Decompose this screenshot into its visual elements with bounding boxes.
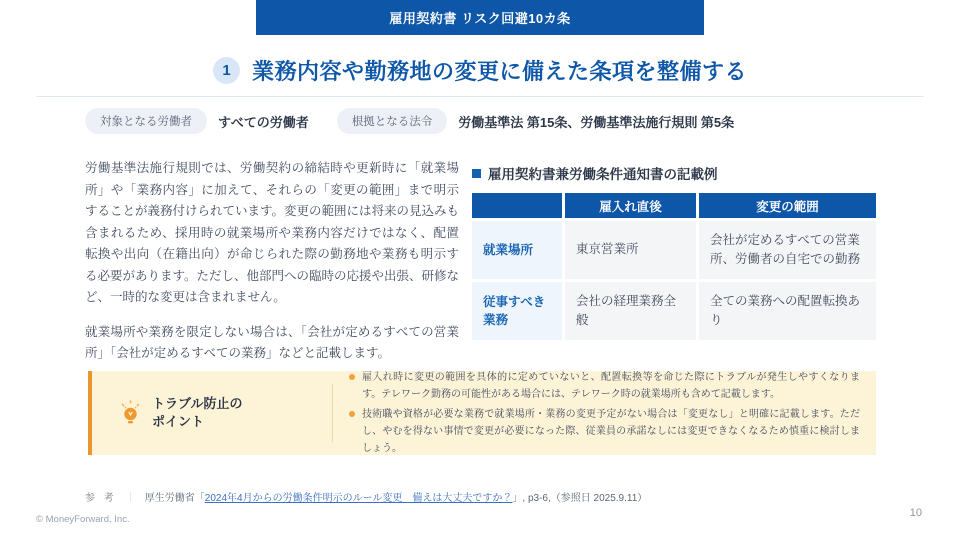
table-header-cell: [472, 193, 562, 218]
table-cell: 全ての業務への配置転換あり: [699, 282, 876, 340]
slide-series-banner: [256, 0, 704, 35]
table-row-label: 就業場所: [472, 221, 562, 279]
page-number: 10: [909, 507, 922, 519]
target-worker-pill: 対象となる労働者: [85, 108, 207, 134]
reference-separator: ｜: [125, 493, 136, 504]
callout-bullet-text: 技術職や資格が必要な業務で就業場所・業務の変更予定がない場合は「変更なし」と明確に記載します。ただし、やむを得ない事情で変更が必要になった際、従業員の承諾なしには変更できなくなるため慎重に検討しましょう。: [362, 409, 860, 454]
callout-bullet: [349, 369, 860, 403]
meta-tag-row: [85, 108, 734, 134]
reference-label: 参 考: [85, 493, 117, 504]
table-row-label: 従事すべき業務: [472, 282, 562, 340]
body-paragraph: 労働基準法施行規則では、労働契約の締結時や更新時に「就業場所」や「業務内容」に加えて、それらの「変更の範囲」まで明示することが義務付けられています。変更の範囲には将来の見込みも含まれるため、採用時の就業場所や業務内容だけではなく、配置転換や出向（在籍出向）が命じられた際の勤務地や業務も明示する必要があります。ただし、他部門への臨時の応援や出張、研修など、一時的な変更は含まれません。: [85, 161, 460, 304]
bullet-dot-icon: [349, 374, 355, 380]
legal-basis-value: 労働基準法 第15条、労働基準法施行規則 第5条: [458, 114, 735, 130]
callout-bullet-text: 雇入れ時に変更の範囲を具体的に定めていないと、配置転換等を命じた際にトラブルが発生しやすくなります。テレワーク勤務の可能性がある場合には、テレワーク時の就業場所も含めて記載します。: [362, 372, 860, 400]
square-bullet-icon: [472, 169, 481, 178]
body-text-column: [85, 158, 459, 365]
reference-link[interactable]: 2024年4月からの労働条件明示のルール変更 備えは大丈夫ですか？: [204, 493, 513, 504]
banner-title: 雇用契約書 リスク回避10カ条: [389, 11, 571, 26]
table-header-cell: 雇入れ直後: [565, 193, 696, 218]
bullet-dot-icon: [349, 411, 355, 417]
example-heading: [472, 163, 876, 183]
legal-basis-pill: 根拠となる法令: [337, 108, 448, 134]
section-heading: [0, 55, 960, 86]
table-cell: 東京営業所: [565, 221, 696, 279]
example-heading-label: 雇用契約書兼労働条件通知書の記載例: [488, 167, 718, 182]
callout-bullet-list: [333, 358, 876, 468]
example-table: [472, 193, 876, 340]
page-title: 業務内容や勤務地の変更に備えた条項を整備する: [251, 59, 747, 84]
target-worker-value: すべての労働者: [218, 114, 309, 130]
lightbulb-icon: [118, 400, 143, 427]
table-header-cell: 変更の範囲: [699, 193, 876, 218]
table-cell: 会社が定めるすべての営業所、労働者の自宅での勤務: [699, 221, 876, 279]
callout-title: トラブル防止のポイント: [152, 395, 243, 429]
reference-prefix: 厚生労働省「: [144, 493, 205, 504]
body-paragraph: 就業場所や業務を限定しない場合は、「会社が定めるすべての営業所」「会社が定めるすべての業務」などと記載します。: [85, 324, 459, 360]
section-number-badge: 1: [213, 57, 240, 84]
reference-citation: [145, 489, 647, 504]
trouble-prevention-callout: [88, 371, 876, 455]
callout-bullet: [349, 406, 860, 457]
heading-divider: [36, 96, 924, 97]
table-cell: 会社の経理業務全般: [565, 282, 696, 340]
example-column: [472, 163, 876, 340]
reference-suffix: 」, p3-6,（参照日 2025.9.11）: [512, 493, 648, 504]
reference-row: [85, 489, 647, 504]
callout-label-area: [92, 395, 332, 431]
copyright-text: © MoneyForward, Inc.: [36, 514, 130, 525]
